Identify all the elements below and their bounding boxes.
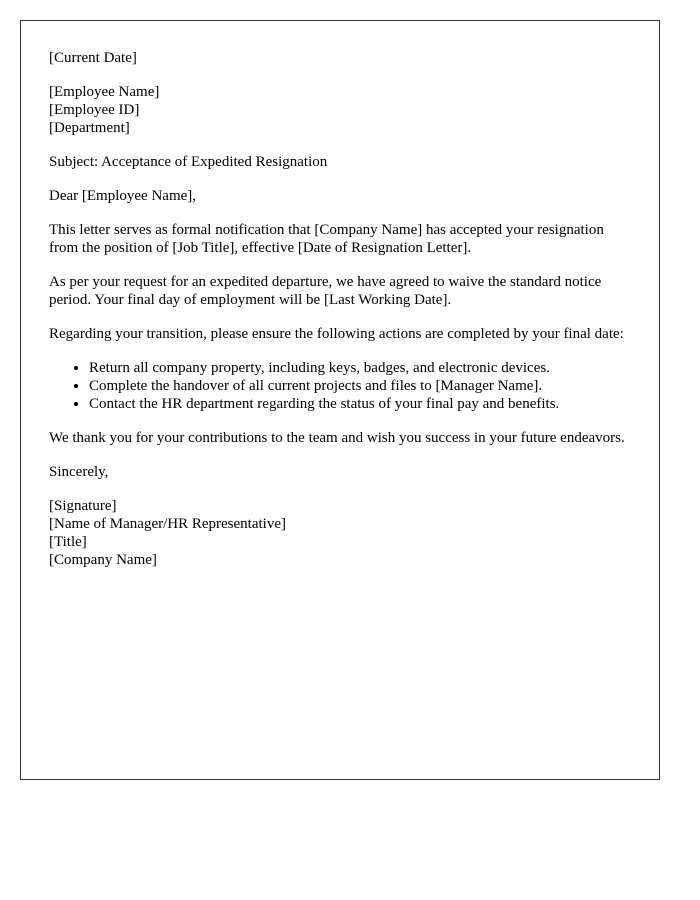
letter-subject: Subject: Acceptance of Expedited Resignation <box>49 154 328 170</box>
letter-date: [Current Date] <box>49 50 137 66</box>
signer-title: [Title] <box>49 534 87 550</box>
body-paragraph: This letter serves as formal notification that [Company Name] has accepted your resignation from the position of [Job Title], effective [Date of Resignation Letter]. <box>49 222 604 256</box>
body-paragraph: As per your request for an expedited departure, we have agreed to waive the standard notice period. Your final day of employment will be [Last Working Date]. <box>49 274 602 308</box>
signature-block <box>49 497 631 569</box>
sign-off: Sincerely, <box>49 464 109 480</box>
list-item: • Contact the HR department regarding the status of your final pay and benefits. <box>89 395 631 413</box>
recipient-department: [Department] <box>49 120 130 136</box>
letter-page <box>20 20 660 780</box>
letter-salutation: Dear [Employee Name], <box>49 188 197 204</box>
body-paragraph: Regarding your transition, please ensure the following actions are completed by your final date: <box>49 326 624 342</box>
closing-paragraph: We thank you for your contributions to the team and wish you success in your future endeavors. <box>49 430 625 446</box>
list-item: • Return all company property, including keys, badges, and electronic devices. <box>89 359 631 377</box>
signer-name: [Name of Manager/HR Representative] <box>49 516 286 532</box>
signer-company: [Company Name] <box>49 552 157 568</box>
list-item: • Complete the handover of all current projects and files to [Manager Name]. <box>89 377 631 395</box>
recipient-block <box>49 83 631 137</box>
signature-line: [Signature] <box>49 498 117 514</box>
action-list <box>49 359 631 413</box>
recipient-id: [Employee ID] <box>49 102 140 118</box>
recipient-name: [Employee Name] <box>49 84 160 100</box>
